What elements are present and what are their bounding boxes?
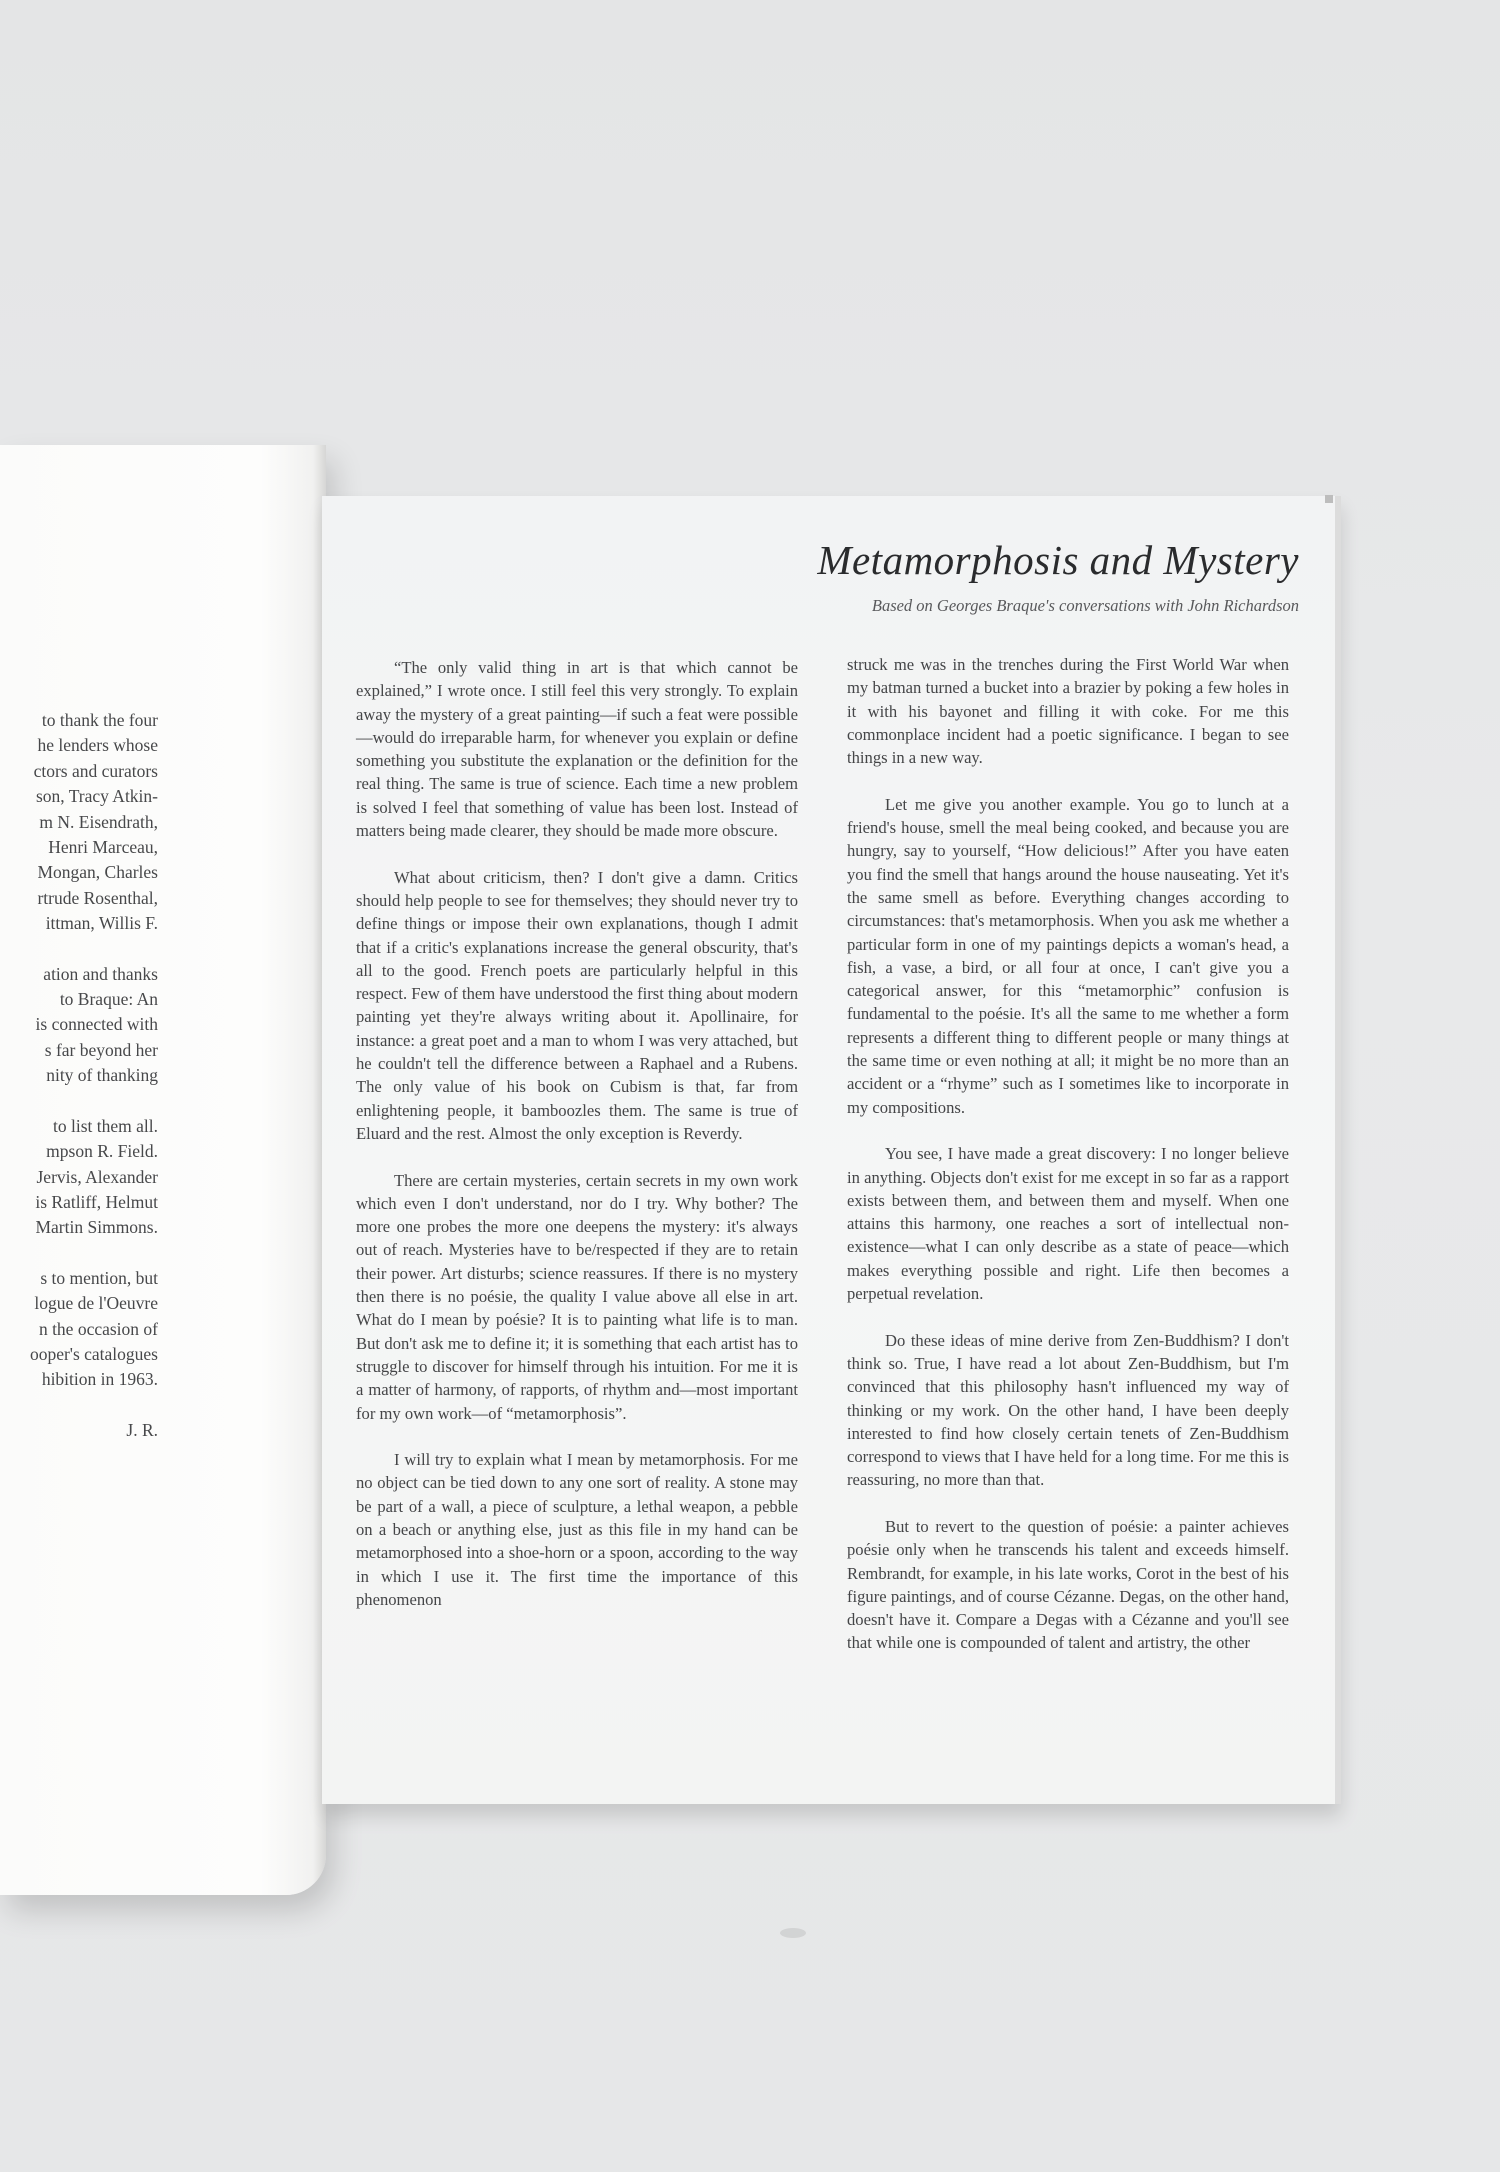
text-line: ittman, Willis F. bbox=[45, 913, 158, 934]
text-line: to Braque: An bbox=[59, 989, 158, 1010]
text-line: ation and thanks bbox=[43, 963, 158, 984]
page-edge bbox=[1335, 496, 1341, 1804]
text-line: nity of thanking bbox=[46, 1065, 158, 1086]
article-subtitle: Based on Georges Braque's conversations with John Richardson bbox=[871, 596, 1299, 615]
text-line: Mongan, Charles bbox=[37, 862, 158, 883]
text-line: rtrude Rosenthal, bbox=[37, 887, 158, 908]
text-line: hibition in 1963. bbox=[41, 1369, 158, 1390]
surface-smudge bbox=[780, 1928, 806, 1938]
article-paragraph: But to revert to the question of poésie: a painter achieves poésie only when he transcends his talent and exceeds himself. Rembrandt, for example, in his late works, Corot in the best of his figure paintings, and of course Cézanne. Degas, on the other hand, doesn't have it. Compare a Degas with a Cézanne and you'll see that while one is compounded of talent and artistry, the other bbox=[847, 1516, 1289, 1653]
article-paragraph: There are certain mysteries, certain secrets in my own work which even I don't understand, nor do I try. Why bother? The more one probes the more one deepens the mystery: it's always out of reach. Mysteries have to be/respected if they are to retain their power. Art disturbs; science reassures. If there is no mystery then there is no poésie, the quality I value above all else in art. What do I mean by poésie? It is to painting what life is to man. But don't ask me to define it; it is something that each artist has to struggle to discover for himself through his intuition. For me it is a matter of harmony, of rapports, of rhythm and—most important for my own work—of “metamorphosis”. bbox=[356, 1170, 798, 1423]
text-line: ooper's catalogues bbox=[29, 1343, 158, 1364]
text-line: to thank the four bbox=[41, 710, 158, 730]
text-line: is Ratliff, Helmut bbox=[35, 1191, 158, 1212]
article-paragraph: I will try to explain what I mean by metamorphosis. For me no object can be tied down to any one sort of reality. A stone may be part of a wall, a piece of sculpture, a lethal weapon, a pebble on a beach or anything else, just as this file in my hand can be metamorphosed into a shoe-horn or a spoon, according to the way in which I use it. The first time the importance of this phenomenon bbox=[356, 1450, 798, 1609]
acknowledgements-text bbox=[0, 708, 158, 1443]
text-line: is connected with bbox=[35, 1014, 158, 1035]
text-line: logue de l'Oeuvre bbox=[34, 1293, 158, 1314]
article-paragraph: Let me give you another example. You go to lunch at a friend's house, smell the meal being cooked, and because you are hungry, say to yourself, “How delicious!” After you have eaten you find the smell that hangs around the house nauseating. Yet it's the same smell as before. Everything changes according to circumstances: that's metamorphosis. When you ask me whether a particular form in one of my paintings depicts a woman's head, a fish, a vase, a bird, or all four at once, I can't give you a categorical answer, for this “metamorphic” confusion is fundamental to the poésie. It's all the same to me whether a form represents a different thing to different people or many things at the same time or even nothing at all; it might be no more than an accident or a “rhyme” such as I sometimes like to incorporate in my compositions. bbox=[847, 794, 1289, 1117]
text-line: son, Tracy Atkin- bbox=[35, 786, 158, 807]
text-line: he lenders whose bbox=[37, 735, 158, 756]
left-book-page bbox=[0, 445, 326, 1895]
text-line: Martin Simmons. bbox=[35, 1217, 158, 1238]
article-paragraph: What about criticism, then? I don't give a damn. Critics should help people to see for themselves; they should never try to define things or impose their own explanations, though I admit that if a critic's explanations increase the general obscurity, that's all to the good. French poets are particularly helpful in this respect. Few of them have understood the first thing about modern painting yet they're always writing about it. Apollinaire, for instance: a great poet and a man to whom I was very attached, but he couldn't tell the difference between a Raphael and a Rubens. The only value of his book on Cubism is that, far from enlightening people, it bamboozles them. The same is true of Eluard and the rest. Almost the only exception is Reverdy. bbox=[356, 867, 798, 1143]
text-line: Jervis, Alexander bbox=[36, 1166, 158, 1187]
acknowledgements-paragraph bbox=[0, 1266, 158, 1393]
article-title: Metamorphosis and Mystery bbox=[817, 537, 1299, 583]
article-paragraph: “The only valid thing in art is that which cannot be explained,” I wrote once. I still feel this very strongly. To explain away the mystery of a great painting—if such a feat were possible—would do irreparable harm, for whenever you explain or define something you substitute the explanation or the definition for the real thing. The same is true of science. Each time a new problem is solved I feel that something of value has been lost. Instead of matters being made clearer, they should be made more obscure. bbox=[356, 658, 798, 841]
text-line: s far beyond her bbox=[44, 1039, 158, 1060]
acknowledgements-paragraph bbox=[0, 962, 158, 1089]
article-column-left bbox=[356, 656, 798, 1634]
article-paragraph-continuation: struck me was in the trenches during the First World War when my batman turned a bucket into a brazier by poking a few holes in it with his bayonet and filling it with coke. For me this commonplace incident had a poetic significance. I began to see things in a new way. bbox=[847, 655, 1289, 768]
page-corner-mark bbox=[1325, 495, 1333, 503]
text-line: to list them all. bbox=[53, 1115, 158, 1136]
article-paragraph: Do these ideas of mine derive from Zen-Buddhism? I don't think so. True, I have read a lot about Zen-Buddhism, but I'm convinced that this philosophy hasn't influenced my way of thinking or my work. On the other hand, I have been deeply interested to find how closely certain tenets of Zen-Buddhism correspond to views that I have held for a long time. For me this is reassuring, no more than that. bbox=[847, 1330, 1289, 1490]
text-line: m N. Eisendrath, bbox=[39, 811, 158, 832]
text-line: s to mention, but bbox=[40, 1267, 158, 1288]
right-book-page bbox=[322, 496, 1337, 1804]
text-line: Henri Marceau, bbox=[48, 837, 158, 858]
signature-initials: J. R. bbox=[126, 1419, 158, 1440]
acknowledgements-paragraph bbox=[0, 1114, 158, 1241]
text-line: ctors and curators bbox=[33, 760, 158, 781]
acknowledgements-paragraph bbox=[0, 708, 158, 937]
article-column-right bbox=[847, 653, 1289, 1678]
article-paragraph: You see, I have made a great discovery: I no longer believe in anything. Objects don't exist for me except in so far as a rapport exists between them, and between them and myself. When one attains this harmony, one reaches a sort of intellectual non-existence—what I can only describe as a state of peace—which makes everything possible and right. Life then becomes a perpetual revelation. bbox=[847, 1144, 1289, 1304]
text-line: mpson R. Field. bbox=[46, 1141, 158, 1162]
text-line: n the occasion of bbox=[38, 1318, 158, 1339]
